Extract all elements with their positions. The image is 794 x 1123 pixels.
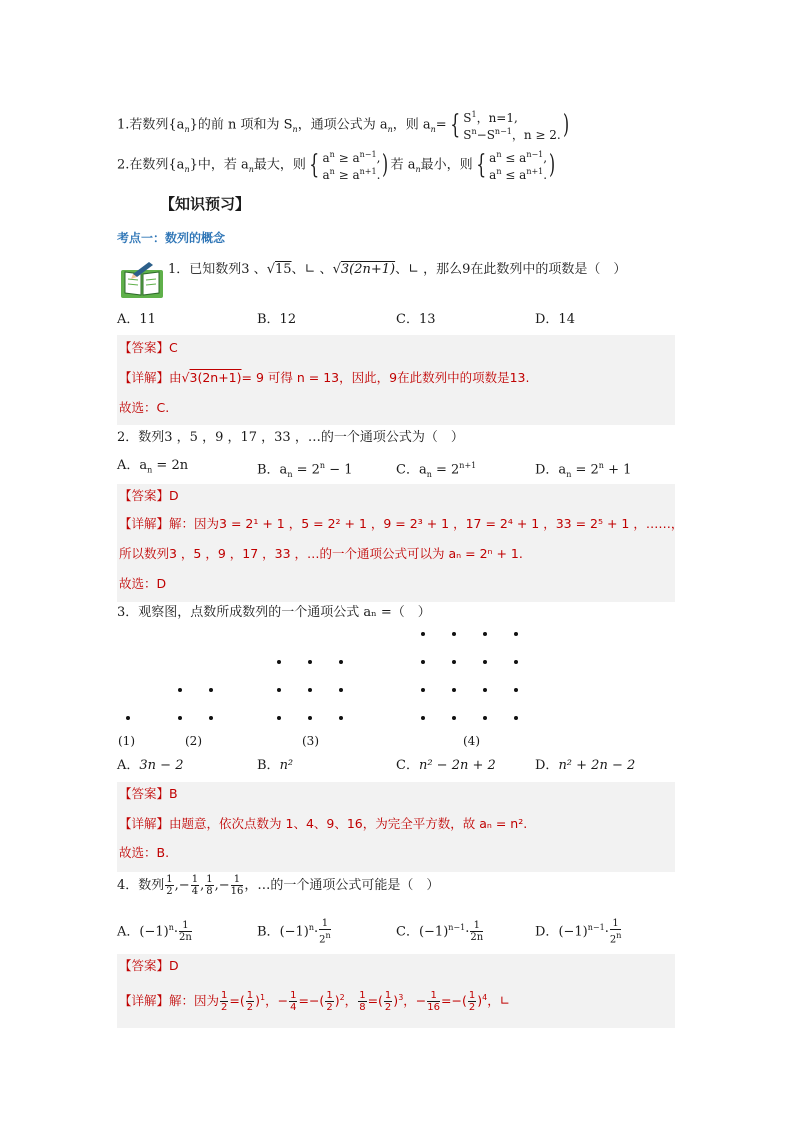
piecewise-formula: $S^1$，n=1, $S^n-S^{n-1}$，n ≥ 2. [463, 110, 561, 142]
dot [452, 632, 456, 636]
dot [209, 688, 213, 692]
q2-conclusion: 故选：D [119, 576, 167, 591]
dot [339, 660, 343, 664]
q4-detail: 【详解】解：因为 $\frac{1}{2}$ =( $\frac{1}{2}$ )$^1$，− $\frac{1}{4}$ =−( $\frac{1}{2}$ )$^2$， $\frac{1}{8}$ =( $\frac{1}{2}$ )$^3$，− $\frac{1}{16}$ =−( $\frac{1}{2}$ )$^4$，∟ [119, 990, 511, 1014]
q2-choice-b[interactable]: B．$a_n = 2^n - 1$ [257, 461, 353, 479]
question-2: 2．数列3 ，5 ，9 ，17 ，33 ，…的一个通项公式为（ ） [117, 430, 464, 445]
dot [308, 716, 312, 720]
dot [483, 716, 487, 720]
dot [339, 716, 343, 720]
q3-choice-a[interactable]: A．3n − 2 [117, 758, 184, 773]
dot [514, 660, 518, 664]
q2-answer-panel [117, 484, 675, 602]
dot [514, 716, 518, 720]
left-brace-icon: { [309, 150, 320, 180]
dot [277, 716, 281, 720]
question-3: 3．观察图，点数所成数列的一个通项公式 aₙ =（ ） [117, 605, 431, 620]
q1-detail: 【详解】由√3(2n+1)= 9 可得 n = 13，因此，9在此数列中的项数是13. [119, 370, 530, 385]
fig-label-2: (2) [185, 734, 202, 748]
left-brace-icon: { [450, 110, 460, 140]
q2-choice-a[interactable]: A．$a_n = 2n$ [117, 458, 189, 475]
left-brace-icon: { [475, 150, 486, 180]
dot [452, 688, 456, 692]
dot [421, 632, 425, 636]
q4-answer: 【答案】D [119, 958, 179, 973]
q3-choice-c[interactable]: C．n² − 2n + 2 [396, 758, 496, 773]
dot [339, 688, 343, 692]
q3-choice-b[interactable]: B．n² [257, 758, 294, 773]
dot [277, 660, 281, 664]
dot [483, 660, 487, 664]
dot [483, 688, 487, 692]
fig-label-4: (4) [463, 734, 480, 748]
q2-choice-d[interactable]: D．$a_n = 2^n + 1$ [535, 461, 632, 479]
q4-choice-b[interactable]: B．$(-1)^n\cdot$ $\frac{1}{2^n}$ [257, 918, 331, 946]
right-paren-icon: ) [562, 110, 569, 140]
dot [209, 716, 213, 720]
q2-choice-c[interactable]: C．$a_n = 2^{n+1}$ [396, 461, 477, 479]
q3-answer: 【答案】B [119, 786, 178, 801]
book-pencil-icon [119, 260, 165, 300]
dot [308, 688, 312, 692]
fig-label-1: (1) [118, 734, 135, 748]
q3-choice-d[interactable]: D．n² + 2n − 2 [535, 758, 636, 773]
summary-line-2: 2.在数列$\{a_n\}$中，若 $a_n$最大，则 { $a^n \ge a^{n-1}$, $a^n \ge a^{n+1}$. ) 若 $a_n$最小，则 { $a^n \le a^{n-1}$, $a^n \le a^{n+1}$. ) [117, 150, 556, 182]
dot [178, 716, 182, 720]
dot [421, 716, 425, 720]
q2-answer: 【答案】D [119, 488, 179, 503]
q1-choice-a[interactable]: A．11 [117, 312, 156, 327]
q1-choice-c[interactable]: C．13 [396, 312, 436, 327]
dot [126, 716, 130, 720]
max-condition: $a^n \ge a^{n-1}$, $a^n \ge a^{n+1}$. [322, 150, 381, 182]
dot [421, 660, 425, 664]
section-title: 【知识预习】 [160, 195, 251, 213]
dot [308, 660, 312, 664]
question-1: 1．已知数列3 、√15、∟ 、√3(2n+1)、∟ ，那么9在此数列中的项数是（ ） [168, 262, 627, 277]
q2-detail: 【详解】解：因为3 = 2¹ + 1 ，5 = 2² + 1 ，9 = 2³ + 1 ，17 = 2⁴ + 1 ，33 = 2⁵ + 1 ，……， [119, 516, 684, 531]
summary-line-1: 1.若数列$\{a_n\}$的前 n 项和为 $S_n$，通项公式为 $a_n$，则 $a_n=$ { $S^1$，n=1, $S^n-S^{n-1}$，n ≥ 2. ) [117, 110, 569, 142]
q1-choice-d[interactable]: D．14 [535, 312, 575, 327]
dot [514, 632, 518, 636]
q4-choice-a[interactable]: A．$(-1)^n\cdot$ $\frac{1}{2n}$ [117, 920, 192, 944]
q4-choice-d[interactable]: D．$(-1)^{n-1}\cdot$ $\frac{1}{2^n}$ [535, 918, 622, 946]
q1-conclusion: 故选：C. [119, 400, 170, 415]
fig-label-3: (3) [302, 734, 319, 748]
dot [483, 632, 487, 636]
dot [421, 688, 425, 692]
dot [452, 660, 456, 664]
q1-choice-b[interactable]: B．12 [257, 312, 297, 327]
dot [178, 688, 182, 692]
right-paren-icon: ) [382, 150, 389, 180]
right-paren-icon: ) [549, 150, 556, 180]
q4-choice-c[interactable]: C．$(-1)^{n-1}\cdot$ $\frac{1}{2n}$ [396, 920, 484, 944]
q3-detail: 【详解】由题意，依次点数为 1、4、9、16，为完全平方数，故 aₙ = n². [119, 816, 528, 831]
min-condition: $a^n \le a^{n-1}$, $a^n \le a^{n+1}$. [489, 150, 548, 182]
q1-answer: 【答案】C [119, 340, 178, 355]
dot [277, 688, 281, 692]
dot [452, 716, 456, 720]
topic-heading: 考点一：数列的概念 [117, 231, 226, 245]
q2-detail-2: 所以数列3 ，5 ，9 ，17 ，33 ，…的一个通项公式可以为 aₙ = 2ⁿ + 1. [119, 546, 523, 561]
q3-conclusion: 故选：B. [119, 845, 170, 860]
question-4: 4．数列 $\frac{1}{2}$ ,− $\frac{1}{4}$ , $\frac{1}{8}$ ,− $\frac{1}{16}$ ，…的一个通项公式可能是（ ） [117, 874, 440, 897]
dot [514, 688, 518, 692]
